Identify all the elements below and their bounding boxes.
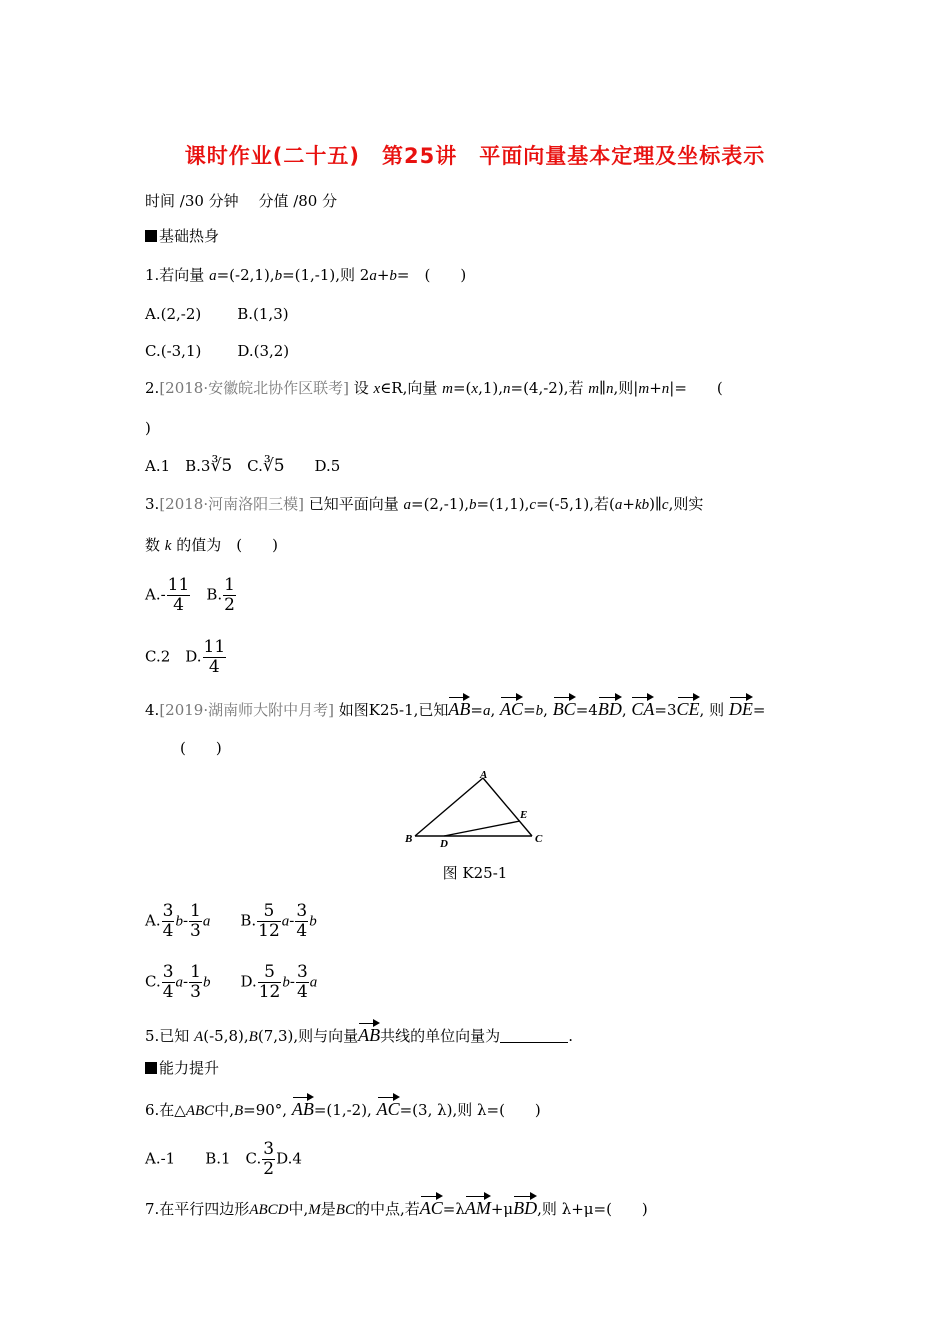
q1-options-row1: A.(2,-2) B.(1,3)	[145, 305, 289, 323]
q2-source: [2018·安徽皖北协作区联考]	[159, 379, 349, 397]
q6-stem: 6.在△ABC中,B=90°, AB=(1,-2), AC=(3, λ),则 λ=( )	[145, 1096, 541, 1121]
q2-options: A.1 B.3∛5 C.∛5 D.5	[145, 456, 341, 476]
q2-stem: 2.[2018·安徽皖北协作区联考] 设 x∈R,向量 m=(x,1),n=(4,-2),若 m∥n,则|m+n|= (	[145, 379, 723, 397]
q3-stem-cont: 数 k 的值为 ( )	[145, 536, 278, 554]
q1-stem: 1.若向量 a=(-2,1),b=(1,-1),则 2a+b= ( )	[145, 266, 467, 284]
label-d: D	[440, 838, 448, 850]
q1-options-row2: C.(-3,1) D.(3,2)	[145, 342, 290, 360]
page-title: 课时作业(二十五) 第25讲 平面向量基本定理及坐标表示	[184, 144, 766, 168]
meta-info: 时间 ∕30 分钟 分值 ∕80 分	[145, 192, 338, 210]
triangle-figure	[400, 766, 550, 852]
label-e: E	[520, 809, 528, 821]
q4-options-row1: A. $\frac{3}{4}$ b- $\frac{1}{3}$ a B. $\frac{5}{12}$ a- $\frac{3}{4}$ b	[145, 901, 317, 941]
side-ab	[415, 778, 483, 836]
q4-stem: 4.[2019·湖南师大附中月考] 如图K25-1,已知AB=a, AC=b, BC=4BD, CA=3CE, 则 DE=	[145, 696, 765, 721]
q3-stem: 3.[2018·河南洛阳三模] 已知平面向量 a=(2,-1),b=(1,1),c=(-5,1),若(a+kb)∥c,则实	[145, 495, 704, 513]
section-advanced: 能力提升	[145, 1058, 219, 1078]
square-bullet-icon	[145, 1062, 157, 1074]
q7-stem: 7.在平行四边形ABCD中,M是BC的中点,若AC=λAM+μBD,则 λ+μ=( )	[145, 1195, 648, 1220]
q3-options-row1: A.- $\frac{11}{4}$ B. $\frac{1}{2}$	[145, 575, 235, 615]
label-a: A	[480, 769, 488, 781]
q4-source: [2019·湖南师大附中月考]	[159, 701, 334, 719]
figure-caption: 图 K25-1	[442, 864, 508, 882]
section-basic: 基础热身	[145, 226, 219, 246]
q2-stem-cont: )	[145, 419, 151, 437]
square-bullet-icon	[145, 230, 157, 242]
segment-de	[444, 821, 520, 836]
label-b: B	[405, 833, 413, 845]
q5-stem: 5.已知 A(-5,8),B(7,3),则与向量AB共线的单位向量为 .	[145, 1022, 573, 1047]
answer-blank[interactable]	[500, 1028, 568, 1043]
label-c: C	[535, 833, 543, 845]
q6-options: A.-1 B.1 C. $\frac{3}{2}$ D.4	[145, 1139, 302, 1179]
q4-options-row2: C. $\frac{3}{4}$ a- $\frac{1}{3}$ b D. $\frac{5}{12}$ b- $\frac{3}{4}$ a	[145, 962, 318, 1002]
q3-source: [2018·河南洛阳三模]	[159, 495, 304, 513]
q3-options-row2: C.2 D. $\frac{11}{4}$	[145, 637, 226, 677]
q4-stem-cont: ( )	[180, 739, 222, 757]
